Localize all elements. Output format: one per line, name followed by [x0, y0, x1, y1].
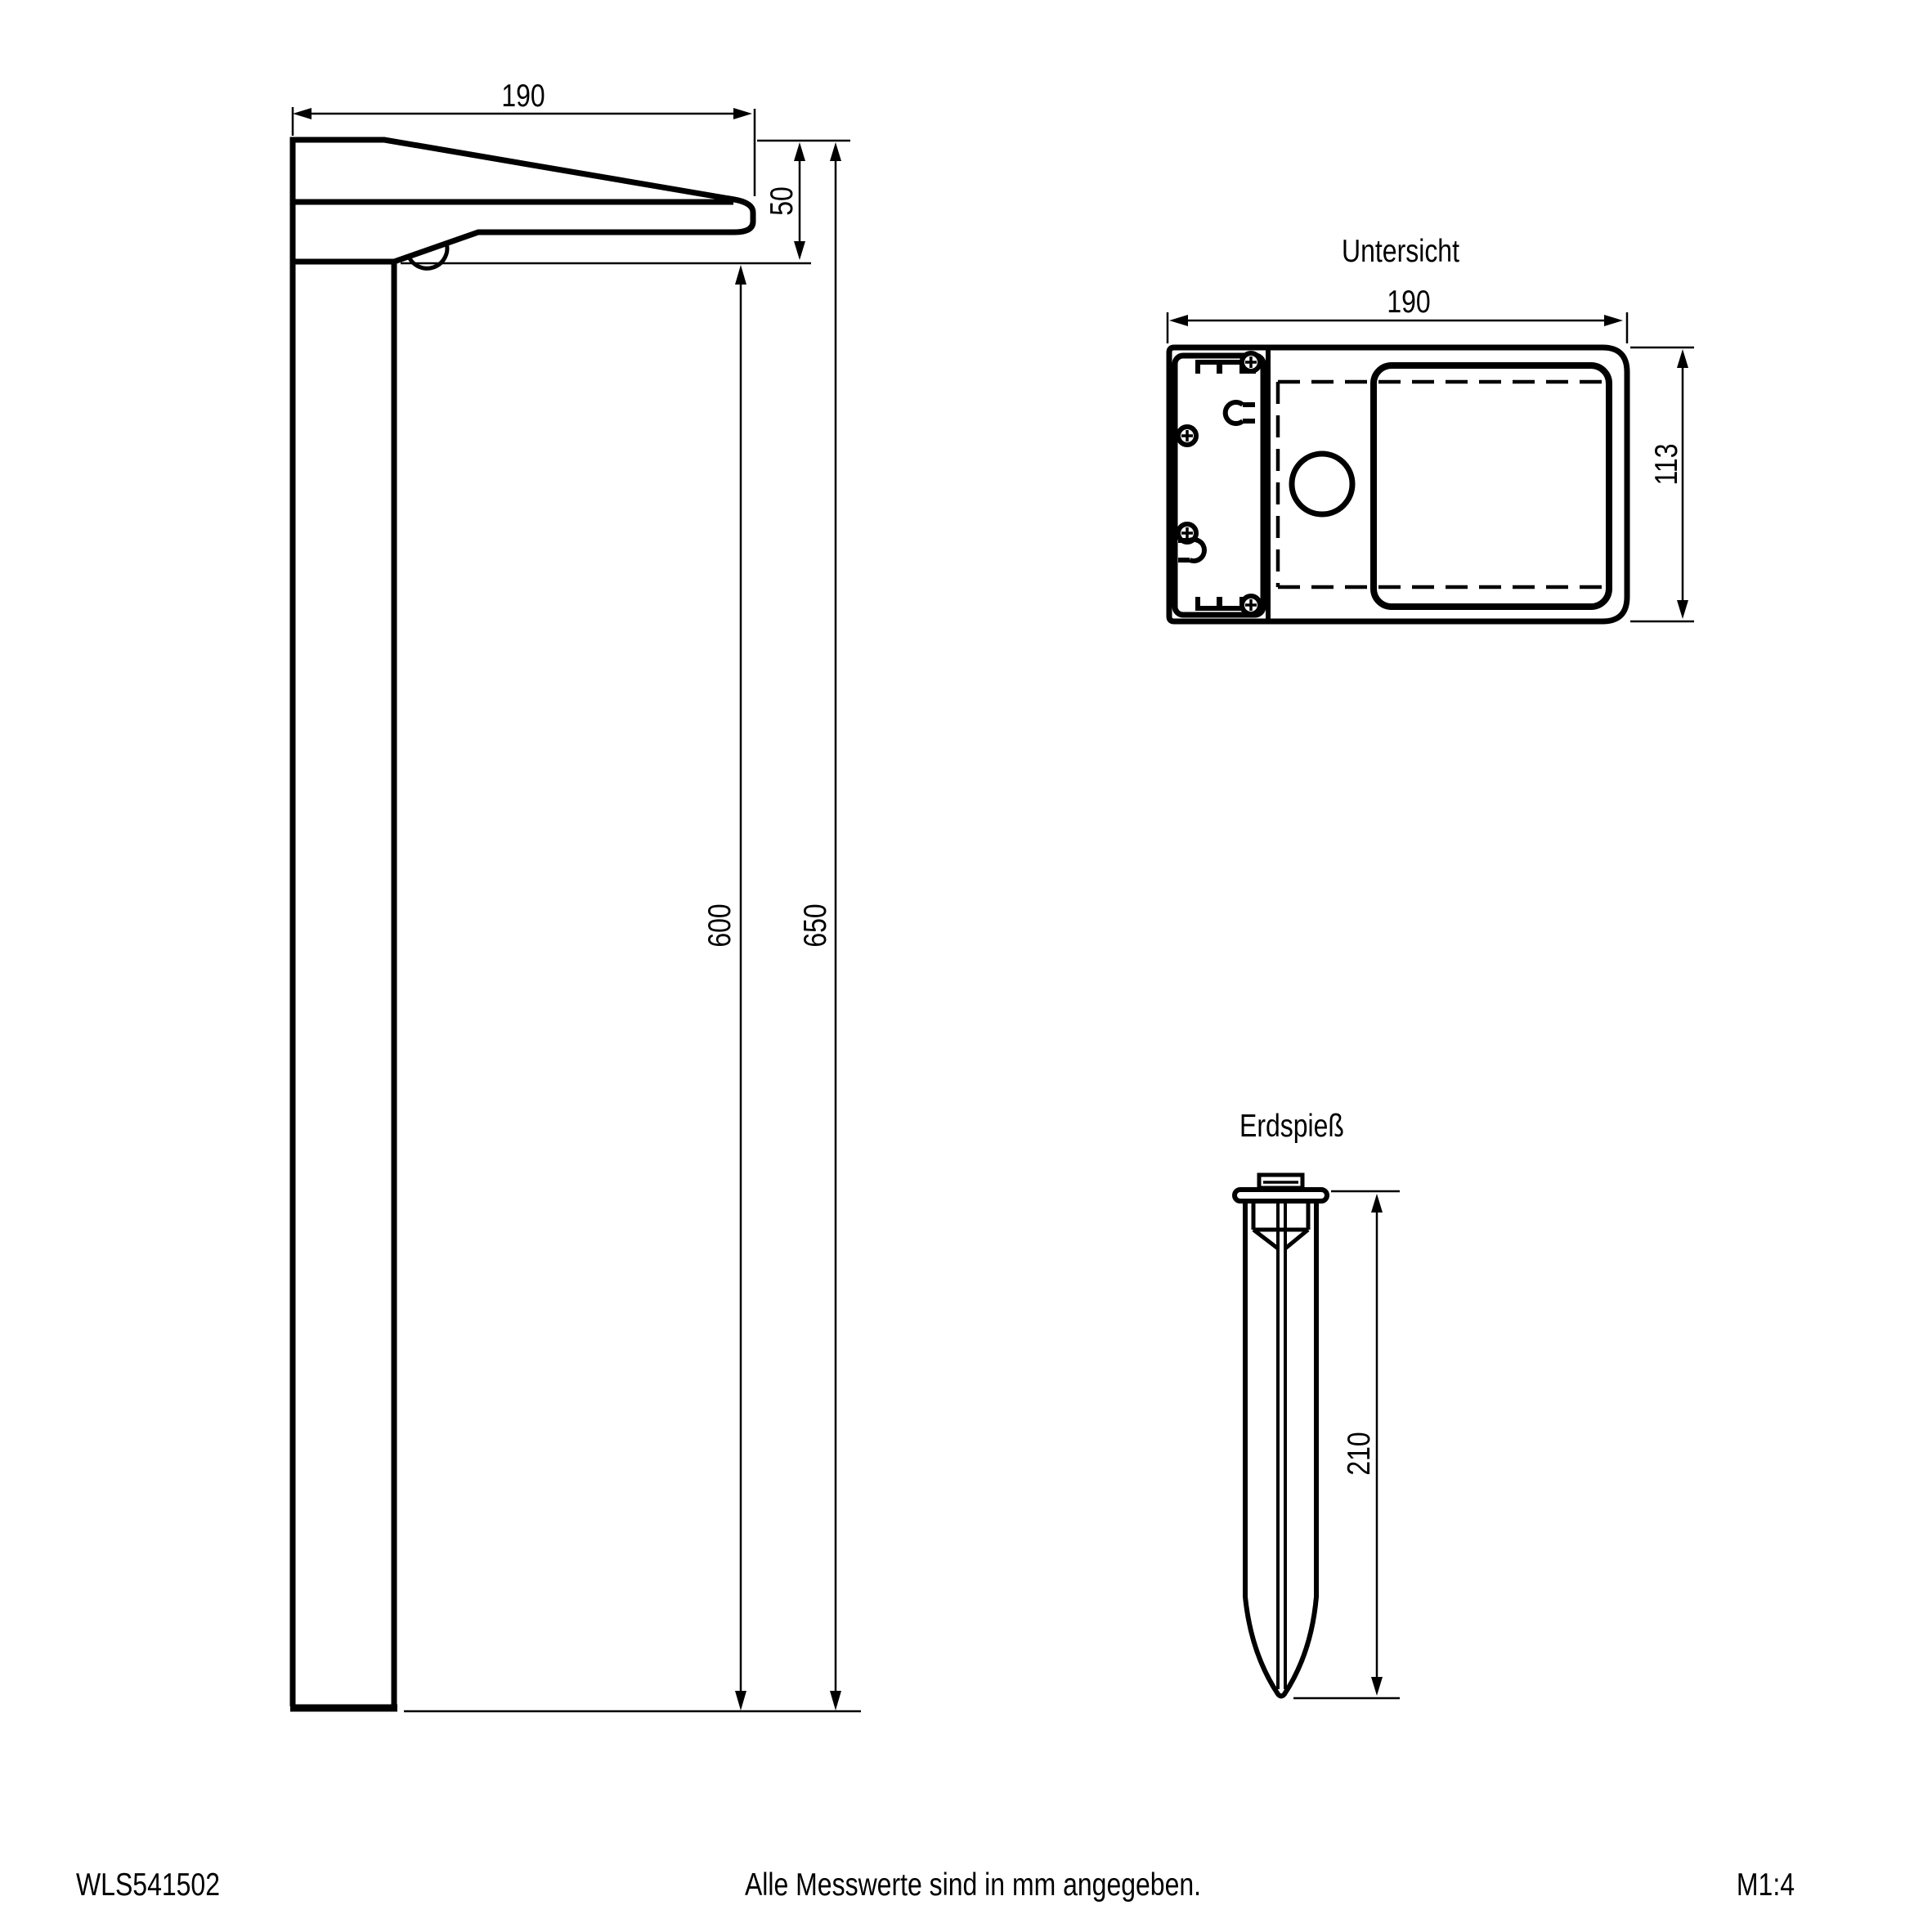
dim-bottom-width [1168, 284, 1627, 343]
dim-label-total-height: 650 [797, 903, 833, 948]
spike-cup [1253, 1201, 1308, 1248]
spike-body [1245, 1201, 1316, 1697]
bottom-view [1168, 233, 1694, 621]
lens-window [1374, 365, 1609, 607]
spike-knob [1259, 1175, 1302, 1188]
housing-outline [1169, 347, 1627, 621]
mounting-compartment [1175, 356, 1263, 615]
dim-label-pole-height: 600 [702, 903, 737, 948]
spike-center-rod [1278, 1201, 1285, 1689]
ground-spike-view [1235, 1108, 1400, 1698]
article-number: WLS541502 [76, 1867, 220, 1903]
footer [76, 1867, 1795, 1903]
keyhole-cutout-upper [1226, 402, 1255, 424]
dim-label-bottom-depth: 113 [1648, 443, 1684, 486]
dim-label-bottom-width: 190 [1387, 284, 1431, 320]
dim-label-head-height: 50 [764, 186, 800, 216]
bottom-view-title: Untersicht [1342, 233, 1459, 269]
screw-mid-left [1178, 427, 1196, 445]
dim-total-height [797, 142, 841, 1710]
dim-label-side-width: 190 [501, 78, 545, 114]
screw-bottom-right [1242, 596, 1260, 614]
dim-label-spike-length: 210 [1341, 1432, 1377, 1476]
side-view [290, 78, 861, 1711]
dim-pole-height [702, 265, 746, 1710]
sensor-opening [1292, 454, 1352, 514]
measurement-note: Alle Messwerte sind in mm angegeben. [744, 1867, 1202, 1903]
dim-bottom-depth [1630, 347, 1694, 621]
dim-spike-length [1293, 1191, 1400, 1698]
spike-flange [1235, 1190, 1327, 1201]
ground-spike-title: Erdspieß [1239, 1108, 1344, 1144]
hidden-edge-dashed-outline [1278, 382, 1608, 587]
scale-label: M1:4 [1736, 1867, 1795, 1903]
screw-top-right [1242, 353, 1260, 371]
